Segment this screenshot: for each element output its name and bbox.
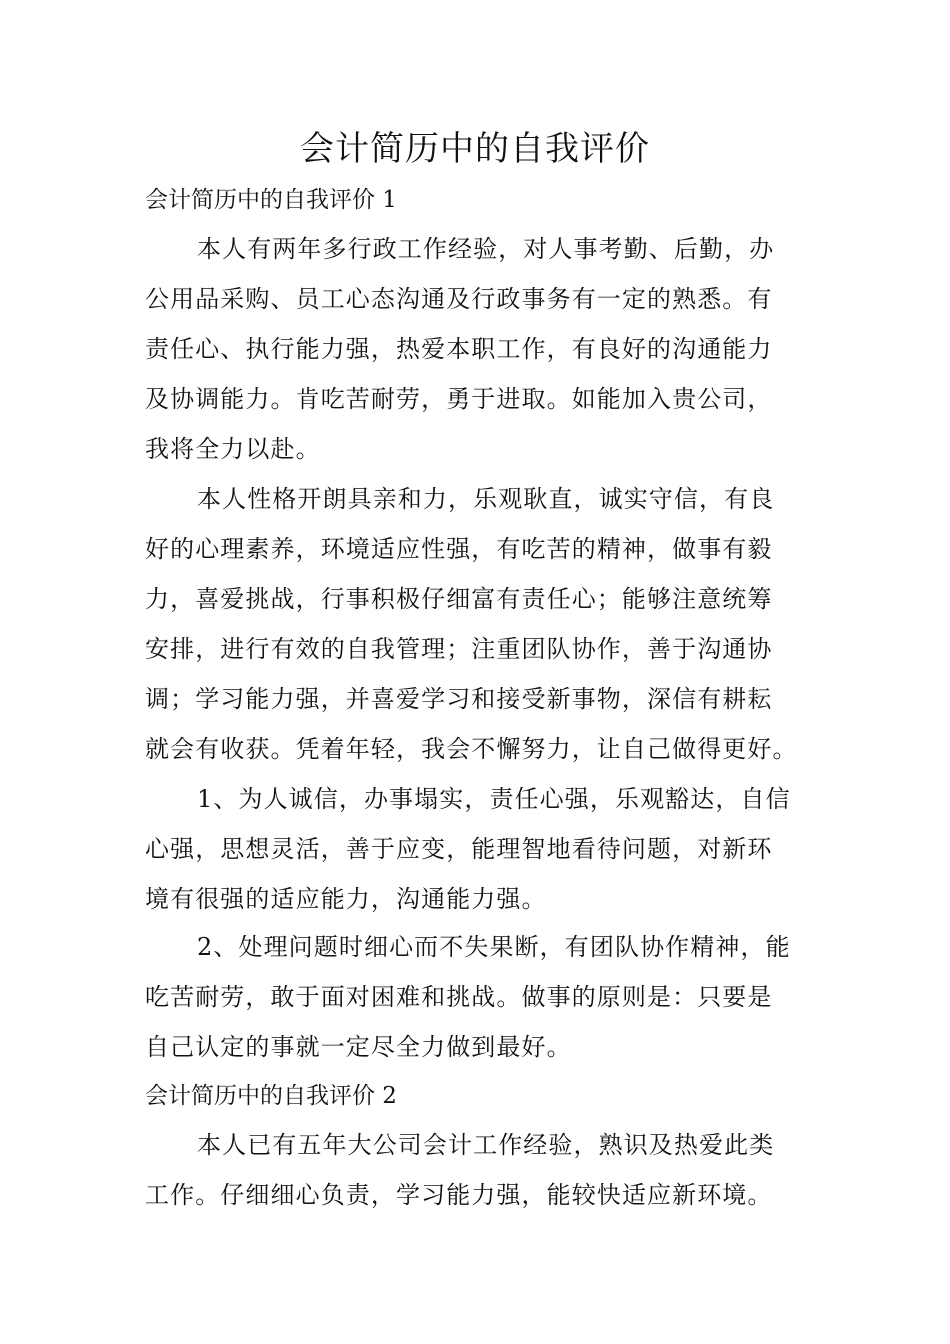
paragraph-line: 调；学习能力强，并喜爱学习和接受新事物，深信有耕耘 [145,685,773,713]
paragraph-line: 1、为人诚信，办事塌实，责任心强，乐观豁达，自信 [197,785,791,813]
paragraph-line: 心强，思想灵活，善于应变，能理智地看待问题，对新环 [145,835,773,863]
paragraph-line: 本人有两年多行政工作经验，对人事考勤、后勤，办 [197,235,775,263]
paragraph-line: 公用品采购、员工心态沟通及行政事务有一定的熟悉。有 [145,285,773,313]
section-heading-1: 会计简历中的自我评价 1 [145,187,397,213]
paragraph-line: 工作。仔细细心负责，学习能力强，能较快适应新环境。 [145,1181,773,1209]
paragraph-2 [145,474,798,774]
paragraph-line: 好的心理素养，环境适应性强，有吃苦的精神，做事有毅 [145,535,773,563]
section-heading-2: 会计简历中的自我评价 2 [145,1083,397,1109]
paragraph-line: 自己认定的事就一定尽全力做到最好。 [145,1033,572,1061]
paragraph-4 [145,922,791,1072]
paragraph-5 [145,1120,774,1220]
paragraph-line: 吃苦耐劳，敢于面对困难和挑战。做事的原则是：只要是 [145,983,773,1011]
paragraph-line: 我将全力以赴。 [145,435,321,463]
document-title: 会计简历中的自我评价 [300,129,650,169]
paragraph-1 [145,224,774,474]
paragraph-line: 本人性格开朗具亲和力，乐观耿直，诚实守信，有良 [197,485,775,513]
paragraph-line: 就会有收获。凭着年轻，我会不懈努力，让自己做得更好。 [145,735,798,763]
paragraph-line: 2、处理问题时细心而不失果断，有团队协作精神，能 [197,933,791,961]
paragraph-line: 本人已有五年大公司会计工作经验，熟识及热爱此类 [197,1131,775,1159]
paragraph-line: 责任心、执行能力强，热爱本职工作，有良好的沟通能力 [145,335,773,363]
paragraph-line: 境有很强的适应能力，沟通能力强。 [145,885,547,913]
paragraph-line: 力，喜爱挑战，行事积极仔细富有责任心；能够注意统筹 [145,585,773,613]
paragraph-line: 安排，进行有效的自我管理；注重团队协作，善于沟通协 [145,635,773,663]
paragraph-3 [145,774,791,924]
paragraph-line: 及协调能力。肯吃苦耐劳，勇于进取。如能加入贵公司， [145,385,773,413]
